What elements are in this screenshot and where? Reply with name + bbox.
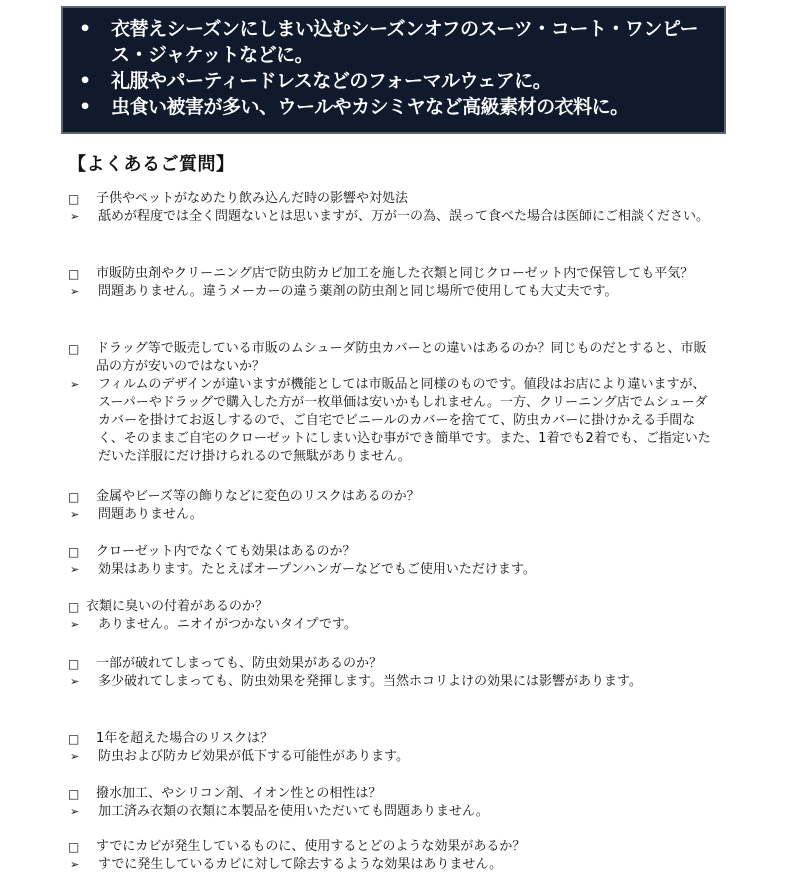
faq-question: [68, 598, 718, 616]
faq-question: [68, 190, 718, 208]
answer-text: 舐めが程度では全く問題ないとは思いますが、万が一の為、誤って食べた場合は医師にご相談ください。: [98, 209, 710, 224]
faq-question: [68, 730, 718, 748]
faq-item: [68, 340, 718, 466]
faq-item: [68, 838, 718, 874]
banner-item: [77, 16, 714, 68]
arrow-bullet-icon: ➢: [70, 563, 80, 576]
faq-item: [68, 598, 718, 634]
banner-item-text: 衣替えシーズンにしまい込むシーズンオフのスーツ・コート・ワンピース・ジャケットなどに。: [111, 18, 699, 66]
faq-answer: [68, 673, 718, 691]
checkbox-icon: □: [68, 490, 80, 504]
checkbox-icon: □: [68, 192, 80, 206]
bullet-icon: •: [79, 70, 91, 92]
arrow-bullet-icon: ➢: [70, 675, 80, 688]
faq-question: [68, 543, 718, 561]
faq-item: [68, 655, 718, 691]
question-text: 一部が破れてしまっても、防虫効果があるのか？: [96, 656, 383, 671]
faq-item: [68, 265, 718, 301]
answer-text: 問題ありません。: [98, 507, 203, 522]
question-text: 市販防虫剤やクリーニング店で防虫防カビ加工を施した衣類と同じクローゼット内で保管しても平気？: [96, 266, 694, 281]
faq-question: [68, 838, 718, 856]
arrow-bullet-icon: ➢: [70, 805, 80, 818]
answer-text: 防虫および防カビ効果が低下する可能性があります。: [98, 749, 409, 764]
faq-question: [68, 785, 718, 803]
faq-answer: [68, 616, 718, 634]
faq-answer: [68, 561, 718, 579]
answer-text: 問題ありません。違うメーカーの違う薬剤の防虫剤と同じ場所で使用しても大丈夫です。: [98, 284, 618, 299]
answer-text: 多少破れてしまっても、防虫効果を発揮します。当然ホコリよけの効果には影響があります。: [98, 674, 642, 689]
faq-answer: [68, 856, 718, 874]
arrow-bullet-icon: ➢: [70, 750, 80, 763]
faq-answer: [68, 283, 718, 301]
arrow-bullet-icon: ➢: [70, 210, 80, 223]
checkbox-icon: □: [68, 600, 80, 614]
banner-item-text: 礼服やパーティードレスなどのフォーマルウェアに。: [111, 70, 552, 92]
arrow-bullet-icon: ➢: [70, 508, 80, 521]
faq-answer: [68, 748, 718, 766]
checkbox-icon: □: [68, 787, 80, 801]
arrow-bullet-icon: ➢: [70, 858, 80, 871]
answer-text: 加工済み衣類の衣類に本製品を使用いただいても問題ありません。: [98, 804, 489, 819]
faq-question: [68, 488, 718, 506]
question-text: クローゼット内でなくても効果はあるのか？: [96, 544, 356, 559]
faq-item: [68, 190, 718, 226]
faq-item: [68, 488, 718, 524]
question-text: 子供やペットがなめたり飲み込んだ時の影響や対処法: [96, 191, 409, 206]
faq-answer: [68, 208, 718, 226]
question-text: 衣類に臭いの付着があるのか？: [86, 599, 269, 614]
faq-question: [68, 655, 718, 673]
checkbox-icon: □: [68, 657, 80, 671]
checkbox-icon: □: [68, 840, 80, 854]
checkbox-icon: □: [68, 545, 80, 559]
question-text: 1年を超えた場合のリスクは？: [96, 731, 274, 746]
faq-answer: [68, 376, 718, 466]
faq-question: [68, 265, 718, 283]
faq-item: [68, 730, 718, 766]
banner-item: [77, 68, 714, 94]
question-text: 撥水加工、やシリコン剤、イオン性との相性は？: [96, 786, 382, 801]
bullet-icon: •: [79, 96, 91, 118]
faq-heading: 【よくあるご質問】: [68, 154, 235, 175]
faq-item: [68, 543, 718, 579]
arrow-bullet-icon: ➢: [70, 285, 80, 298]
checkbox-icon: □: [68, 267, 80, 281]
banner-item: [77, 94, 714, 120]
question-text: 金属やビーズ等の飾りなどに変色のリスクはあるのか？: [96, 489, 420, 504]
feature-banner: [61, 6, 726, 134]
arrow-bullet-icon: ➢: [70, 378, 80, 391]
checkbox-icon: □: [68, 732, 80, 746]
banner-item-text: 虫食い被害が多い、ウールやカシミヤなど高級素材の衣料に。: [111, 96, 629, 118]
checkbox-icon: □: [68, 342, 80, 356]
answer-text: ありません。ニオイがつかないタイプです。: [98, 617, 357, 632]
question-text: すでにカビが発生しているものに、使用するとどのような効果があるか？: [96, 839, 526, 854]
question-text: ドラッグ等で販売している市販のムシューダ防虫カバーとの違いはあるのか？同じものだとすると、市販品の方が安いのではないか？: [96, 341, 707, 374]
answer-text: すでに発生しているカビに対して除去するような効果はありません。: [98, 857, 503, 872]
faq-item: [68, 785, 718, 821]
faq-question: [68, 340, 718, 376]
answer-text: フィルムのデザインが違いますが機能としては市販品と同様のものです。値段はお店により違いますが、スーパーやドラッグで購入した方が一枚単価は安いかもしれません。一方、クリーニング店でムシューダカバーを掛けてお返しするので、ご自宅でビニールのカバーを捨てて、防虫カバーに掛けかえる手間なく、そのままご自宅のクローゼットにしまい込む事ができ簡単です。また、1着でも2着でも、ご指定いただいた洋服にだけ掛けられるので無駄がありません。: [98, 377, 711, 464]
answer-text: 効果はあります。たとえばオープンハンガーなどでもご使用いただけます。: [98, 562, 536, 577]
faq-answer: [68, 506, 718, 524]
bullet-icon: •: [79, 18, 91, 40]
faq-answer: [68, 803, 718, 821]
arrow-bullet-icon: ➢: [70, 618, 80, 631]
